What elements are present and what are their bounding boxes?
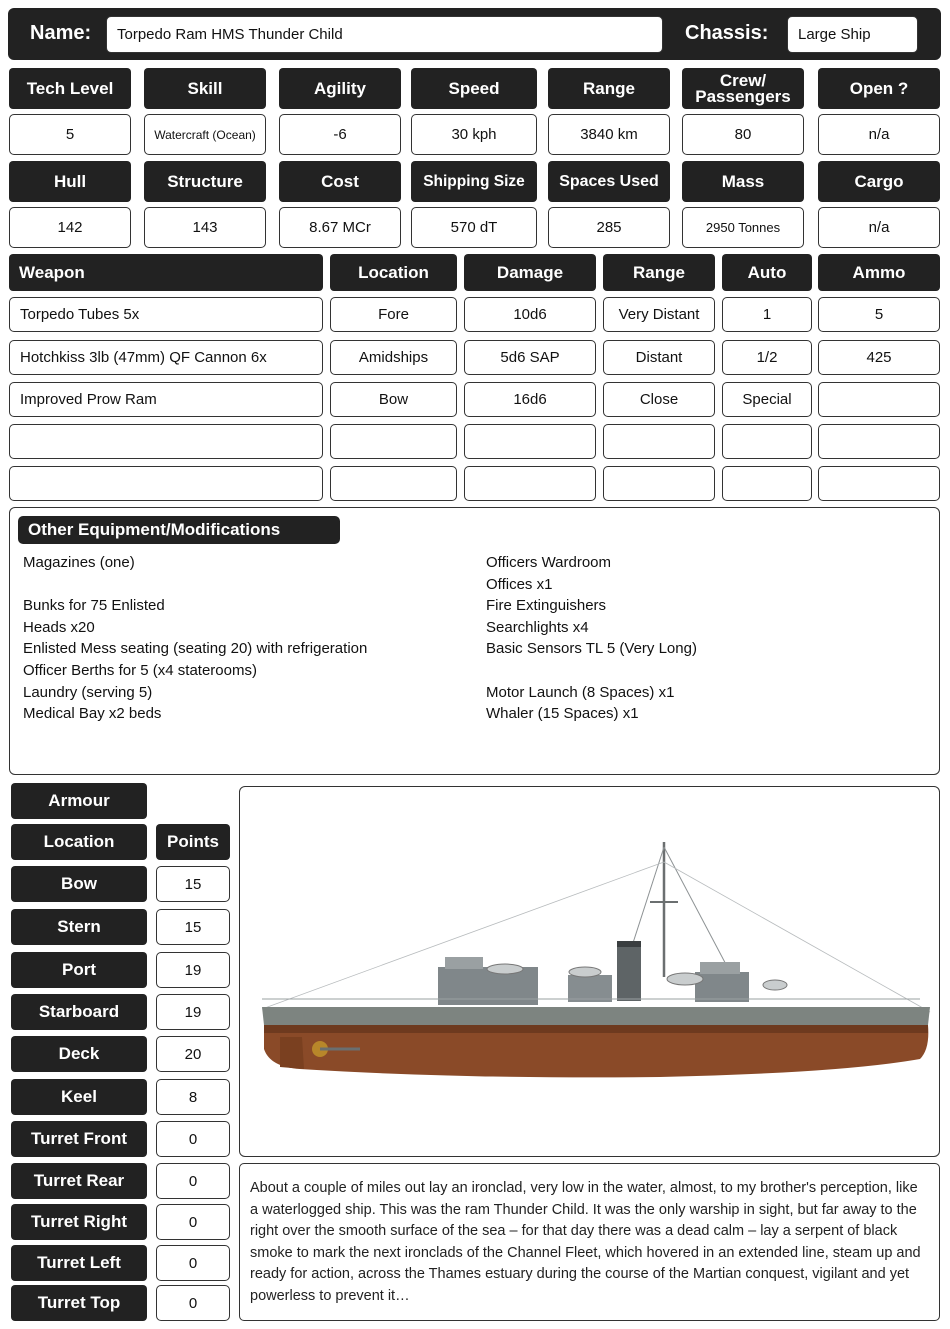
range-column-header: Range	[603, 254, 715, 291]
equipment-item	[486, 660, 697, 682]
weapon-damage-cell: 16d6	[464, 382, 596, 417]
name-field[interactable]: Torpedo Ram HMS Thunder Child	[106, 16, 663, 53]
armour-points-value: 0	[156, 1245, 230, 1281]
equipment-item: Officers Wardroom	[486, 554, 612, 571]
speed-value: 30 kph	[411, 114, 537, 155]
cost-header: Cost	[279, 161, 401, 202]
damage-column-header: Damage	[464, 254, 596, 291]
equipment-item	[23, 574, 367, 596]
armour-title: Armour	[11, 783, 147, 819]
agility-header: Agility	[279, 68, 401, 109]
armour-points-value: 0	[156, 1285, 230, 1321]
ammo-column-header: Ammo	[818, 254, 940, 291]
name-label: Name:	[30, 22, 92, 44]
structure-header: Structure	[144, 161, 266, 202]
weapon-name-cell	[9, 424, 323, 459]
tech-level-header: Tech Level	[9, 68, 131, 109]
armour-location-label: Turret Rear	[11, 1163, 147, 1199]
hull-header: Hull	[9, 161, 131, 202]
armour-points-header: Points	[156, 824, 230, 860]
structure-value: 143	[144, 207, 266, 248]
weapon-column-header: Weapon	[9, 254, 323, 291]
range-value: 3840 km	[548, 114, 670, 155]
weapon-auto-cell	[722, 466, 812, 501]
armour-points-value: 19	[156, 994, 230, 1030]
weapon-name-cell: Improved Prow Ram	[9, 382, 323, 417]
cost-value: 8.67 MCr	[279, 207, 401, 248]
armour-points-value: 0	[156, 1163, 230, 1199]
ironclad-ship-illustration	[240, 787, 938, 1155]
ship-image-panel	[239, 786, 940, 1157]
weapon-auto-cell: 1	[722, 297, 812, 332]
equipment-list-right	[486, 552, 697, 725]
tech-level-value: 5	[9, 114, 131, 155]
weapon-ammo-cell	[818, 382, 940, 417]
chassis-label: Chassis:	[685, 22, 769, 44]
weapon-ammo-cell: 425	[818, 340, 940, 375]
equipment-item: Offices x1	[486, 575, 553, 593]
equipment-item: Medical Bay x2 beds	[23, 705, 162, 723]
armour-location-label: Port	[11, 952, 147, 988]
armour-location-header: Location	[11, 824, 147, 860]
weapon-location-cell: Bow	[330, 382, 457, 417]
crew-passengers-header: Crew/ Passengers	[682, 68, 804, 109]
weapon-location-cell	[330, 424, 457, 459]
shipping-size-value: 570 dT	[411, 207, 537, 248]
armour-points-value: 19	[156, 952, 230, 988]
weapon-range-cell	[603, 466, 715, 501]
weapon-range-cell: Close	[603, 382, 715, 417]
armour-points-value: 0	[156, 1204, 230, 1240]
range-header: Range	[548, 68, 670, 109]
armour-location-label: Turret Top	[11, 1285, 147, 1321]
weapon-ammo-cell	[818, 424, 940, 459]
equipment-item: Laundry (serving 5)	[23, 683, 153, 701]
open-header: Open ?	[818, 68, 940, 109]
weapon-location-cell: Fore	[330, 297, 457, 332]
equipment-list-left	[23, 552, 367, 725]
armour-location-label: Bow	[11, 866, 147, 902]
hull-value: 142	[9, 207, 131, 248]
equipment-item: Fire Extinguishers	[486, 597, 607, 615]
equipment-item: Officer Berths for 5 (x4 staterooms)	[23, 661, 257, 679]
weapon-damage-cell: 5d6 SAP	[464, 340, 596, 375]
skill-value: Watercraft (Ocean)	[144, 114, 266, 155]
weapon-location-cell	[330, 466, 457, 501]
equipment-item: Whaler (15 Spaces) x1	[486, 705, 639, 723]
speed-header: Speed	[411, 68, 537, 109]
spaces-used-value: 285	[548, 207, 670, 248]
open-value: n/a	[818, 114, 940, 155]
armour-location-label: Starboard	[11, 994, 147, 1030]
armour-points-value: 0	[156, 1121, 230, 1157]
weapon-location-cell: Amidships	[330, 340, 457, 375]
armour-points-value: 8	[156, 1079, 230, 1115]
weapon-range-cell: Distant	[603, 340, 715, 375]
weapon-damage-cell	[464, 424, 596, 459]
cargo-value: n/a	[818, 207, 940, 248]
armour-location-label: Stern	[11, 909, 147, 945]
weapon-range-cell: Very Distant	[603, 297, 715, 332]
shipping-size-header: Shipping Size	[411, 161, 537, 202]
mass-value: 2950 Tonnes	[682, 207, 804, 248]
weapon-name-cell	[9, 466, 323, 501]
spaces-used-header: Spaces Used	[548, 161, 670, 202]
equipment-item: Enlisted Mess seating (seating 20) with refrigeration	[23, 640, 368, 658]
weapon-auto-cell: 1/2	[722, 340, 812, 375]
armour-points-value: 20	[156, 1036, 230, 1072]
armour-points-value: 15	[156, 866, 230, 902]
crew-passengers-value: 80	[682, 114, 804, 155]
weapon-range-cell	[603, 424, 715, 459]
weapon-auto-cell	[722, 424, 812, 459]
armour-location-label: Deck	[11, 1036, 147, 1072]
equipment-item: Bunks for 75 Enlisted	[23, 597, 165, 615]
chassis-field[interactable]: Large Ship	[787, 16, 918, 53]
armour-location-label: Turret Front	[11, 1121, 147, 1157]
equipment-item: Motor Launch (8 Spaces) x1	[486, 683, 675, 701]
location-column-header: Location	[330, 254, 457, 291]
equipment-item: Basic Sensors TL 5 (Very Long)	[486, 640, 697, 658]
skill-header: Skill	[144, 68, 266, 109]
armour-location-label: Turret Right	[11, 1204, 147, 1240]
armour-points-value: 15	[156, 909, 230, 945]
weapon-damage-cell	[464, 466, 596, 501]
equipment-title: Other Equipment/Modifications	[18, 516, 340, 544]
mass-header: Mass	[682, 161, 804, 202]
weapon-ammo-cell: 5	[818, 297, 940, 332]
agility-value: -6	[279, 114, 401, 155]
armour-location-label: Keel	[11, 1079, 147, 1115]
equipment-item: Magazines (one)	[23, 554, 135, 571]
equipment-item: Searchlights x4	[486, 618, 589, 636]
auto-column-header: Auto	[722, 254, 812, 291]
weapon-name-cell: Torpedo Tubes 5x	[9, 297, 323, 332]
weapon-name-cell: Hotchkiss 3lb (47mm) QF Cannon 6x	[9, 340, 323, 375]
cargo-header: Cargo	[818, 161, 940, 202]
ship-description: About a couple of miles out lay an ironclad, very low in the water, almost, to my brother's perception, like a waterlogged ship. This was the ram Thunder Child. It was the only warship in sight, but far away to the right over the smooth surface of the sea – for that day there was a dead calm – lay a serpent of black smoke to mark the next ironclads of the Channel Fleet, which hovered in an extended line, steam up and ready for action, across the Thames estuary during the course of the Martian conquest, vigilant and yet powerless to prevent it…	[239, 1163, 940, 1321]
armour-location-label: Turret Left	[11, 1245, 147, 1281]
weapon-ammo-cell	[818, 466, 940, 501]
equipment-item: Heads x20	[23, 618, 95, 636]
weapon-auto-cell: Special	[722, 382, 812, 417]
weapon-damage-cell: 10d6	[464, 297, 596, 332]
